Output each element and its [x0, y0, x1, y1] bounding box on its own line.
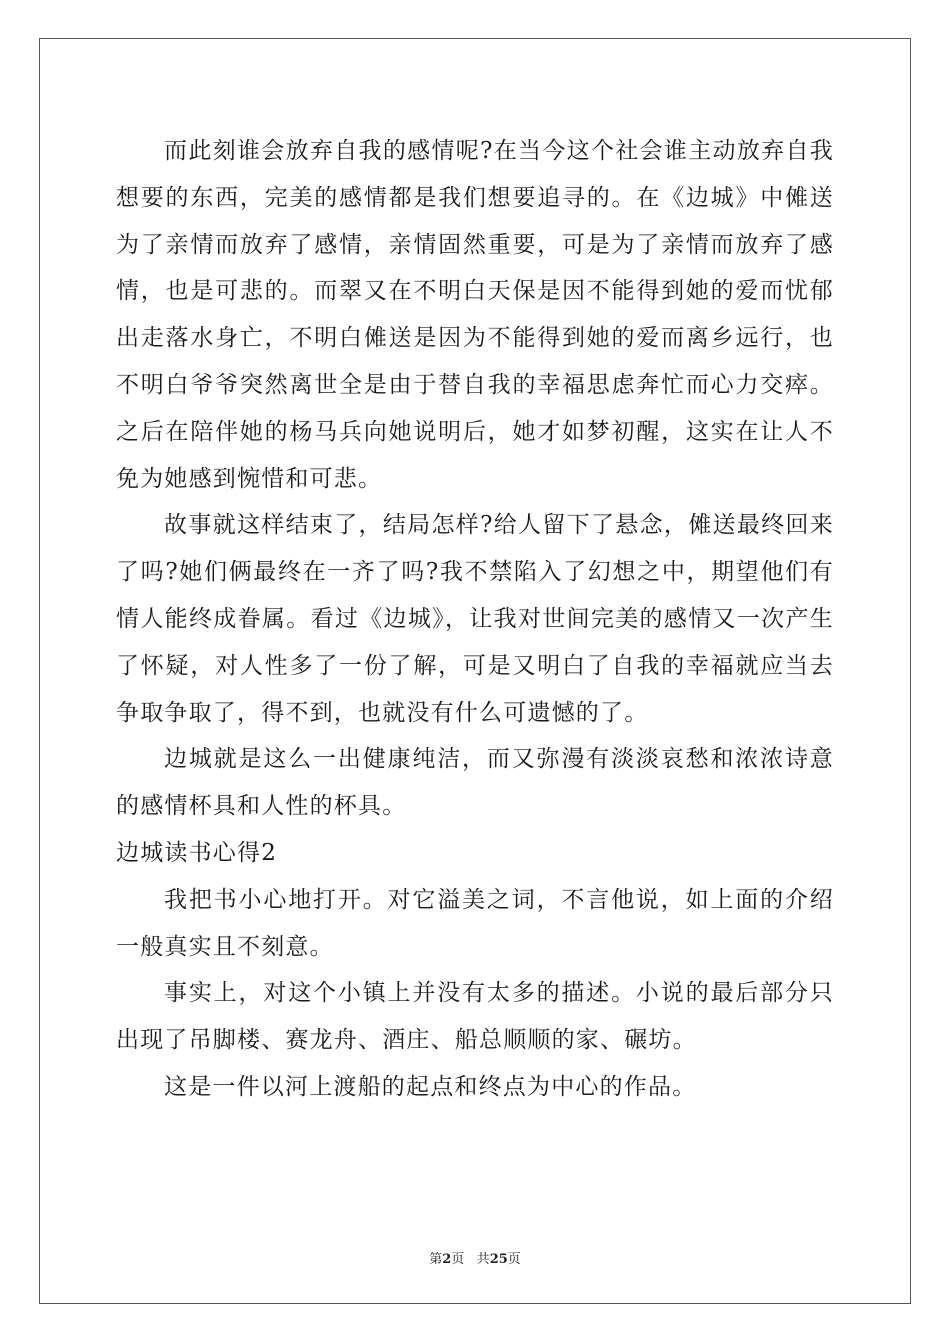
total-pages-number: 25: [489, 1252, 508, 1267]
total-suffix: 页: [507, 1252, 521, 1267]
paragraph-2: 故事就这样结束了，结局怎样?给人留下了悬念，傩送最终回来了吗?她们俩最终在一齐了吗?我不禁陷入了幻想之中，期望他们有情人能终成眷属。看过《边城》，让我对世间完美的感情又一次产生了怀疑，对人性多了一份了解，可是又明白了自我的幸福就应当去争取争取了，得不到，也就没有什么可遗憾的了。: [116, 512, 834, 726]
paragraph-1: 而此刻谁会放弃自我的感情呢?在当今这个社会谁主动放弃自我想要的东西，完美的感情都是我们想要追寻的。在《边城》中傩送为了亲情而放弃了感情，亲情固然重要，可是为了亲情而放弃了感情，也是可悲的。而翠又在不明白天保是因不能得到她的爱而忧郁出走落水身亡，不明白傩送是因为不能得到她的爱而离乡远行，也不明白爷爷突然离世全是由于替自我的幸福思虑奔忙而心力交瘁。之后在陪伴她的杨马兵向她说明后，她才如梦初醒，这实在让人不免为她感到惋惜和可悲。: [116, 138, 834, 492]
section-heading: 边城读书心得2: [116, 839, 278, 866]
page-suffix: 页: [451, 1252, 465, 1267]
document-body: [116, 128, 834, 1111]
paragraph-3: 边城就是这么一出健康纯洁，而又弥漫有淡淡哀愁和浓浓诗意的感情杯具和人性的杯具。: [116, 746, 834, 820]
page-footer: [0, 1248, 950, 1267]
paragraph-4: 我把书小心地打开。对它溢美之词，不言他说，如上面的介绍一般真实且不刻意。: [116, 886, 834, 960]
paragraph-5: 事实上，对这个小镇上并没有太多的描述。小说的最后部分只出现了吊脚楼、赛龙舟、酒庄、船总顺顺的家、碾坊。: [116, 980, 834, 1054]
page-prefix: 第: [429, 1252, 443, 1267]
total-prefix: 共: [476, 1252, 490, 1267]
current-page-number: 2: [442, 1252, 452, 1267]
paragraph-6: 这是一件以河上渡船的起点和终点为中心的作品。: [164, 1073, 697, 1100]
